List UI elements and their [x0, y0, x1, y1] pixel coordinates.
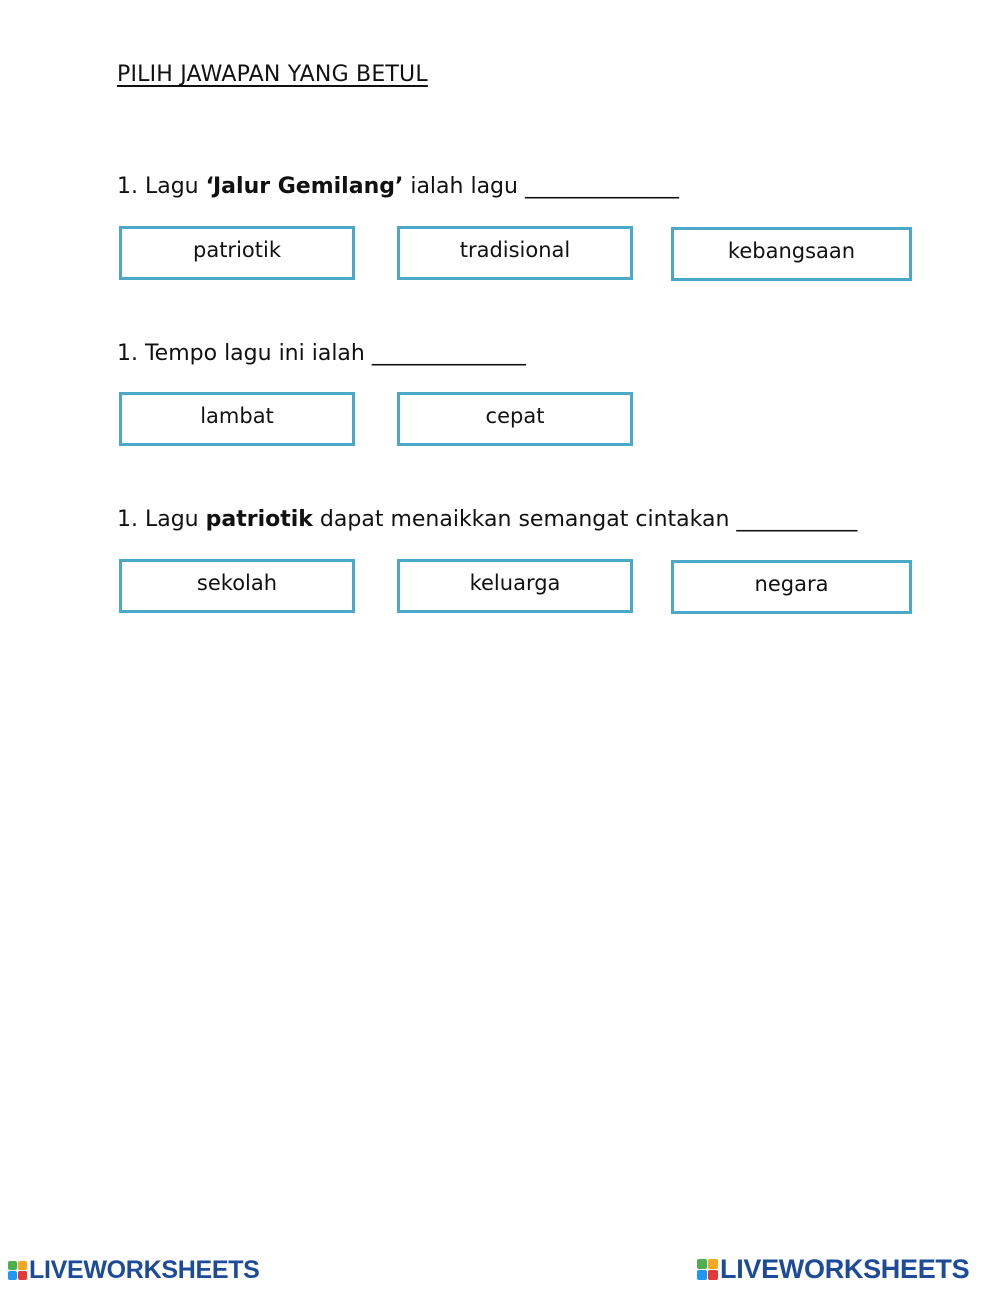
option-sekolah[interactable]: sekolah [119, 559, 355, 613]
question-3 [117, 507, 857, 532]
footer-brand-left [8, 1256, 260, 1285]
option-lambat[interactable]: lambat [119, 392, 355, 446]
footer-brand-text-left: LIVEWORKSHEETS [29, 1256, 260, 1284]
question-1-bold: ‘Jalur Gemilang’ [205, 174, 404, 199]
option-tradisional[interactable]: tradisional [397, 226, 633, 280]
option-patriotik[interactable]: patriotik [119, 226, 355, 280]
option-keluarga[interactable]: keluarga [397, 559, 633, 613]
footer-brand-right [697, 1254, 969, 1285]
question-3-bold: patriotik [205, 507, 313, 532]
page-title: PILIH JAWAPAN YANG BETUL [117, 62, 428, 87]
question-3-prefix: 1. Lagu [117, 507, 206, 532]
footer-brand-text-right: LIVEWORKSHEETS [720, 1254, 970, 1284]
question-1-prefix: 1. Lagu [117, 174, 206, 199]
question-2 [117, 341, 526, 366]
liveworksheets-logo-icon [8, 1261, 27, 1280]
option-kebangsaan[interactable]: kebangsaan [671, 227, 912, 281]
question-1-suffix: ialah lagu ______________ [403, 174, 679, 199]
liveworksheets-logo-icon [697, 1259, 718, 1280]
option-cepat[interactable]: cepat [397, 392, 633, 446]
question-3-suffix: dapat menaikkan semangat cintakan ___________ [312, 507, 858, 532]
option-negara[interactable]: negara [671, 560, 912, 614]
question-2-prefix: 1. Tempo lagu ini ialah ______________ [117, 341, 526, 366]
question-1 [117, 174, 679, 199]
